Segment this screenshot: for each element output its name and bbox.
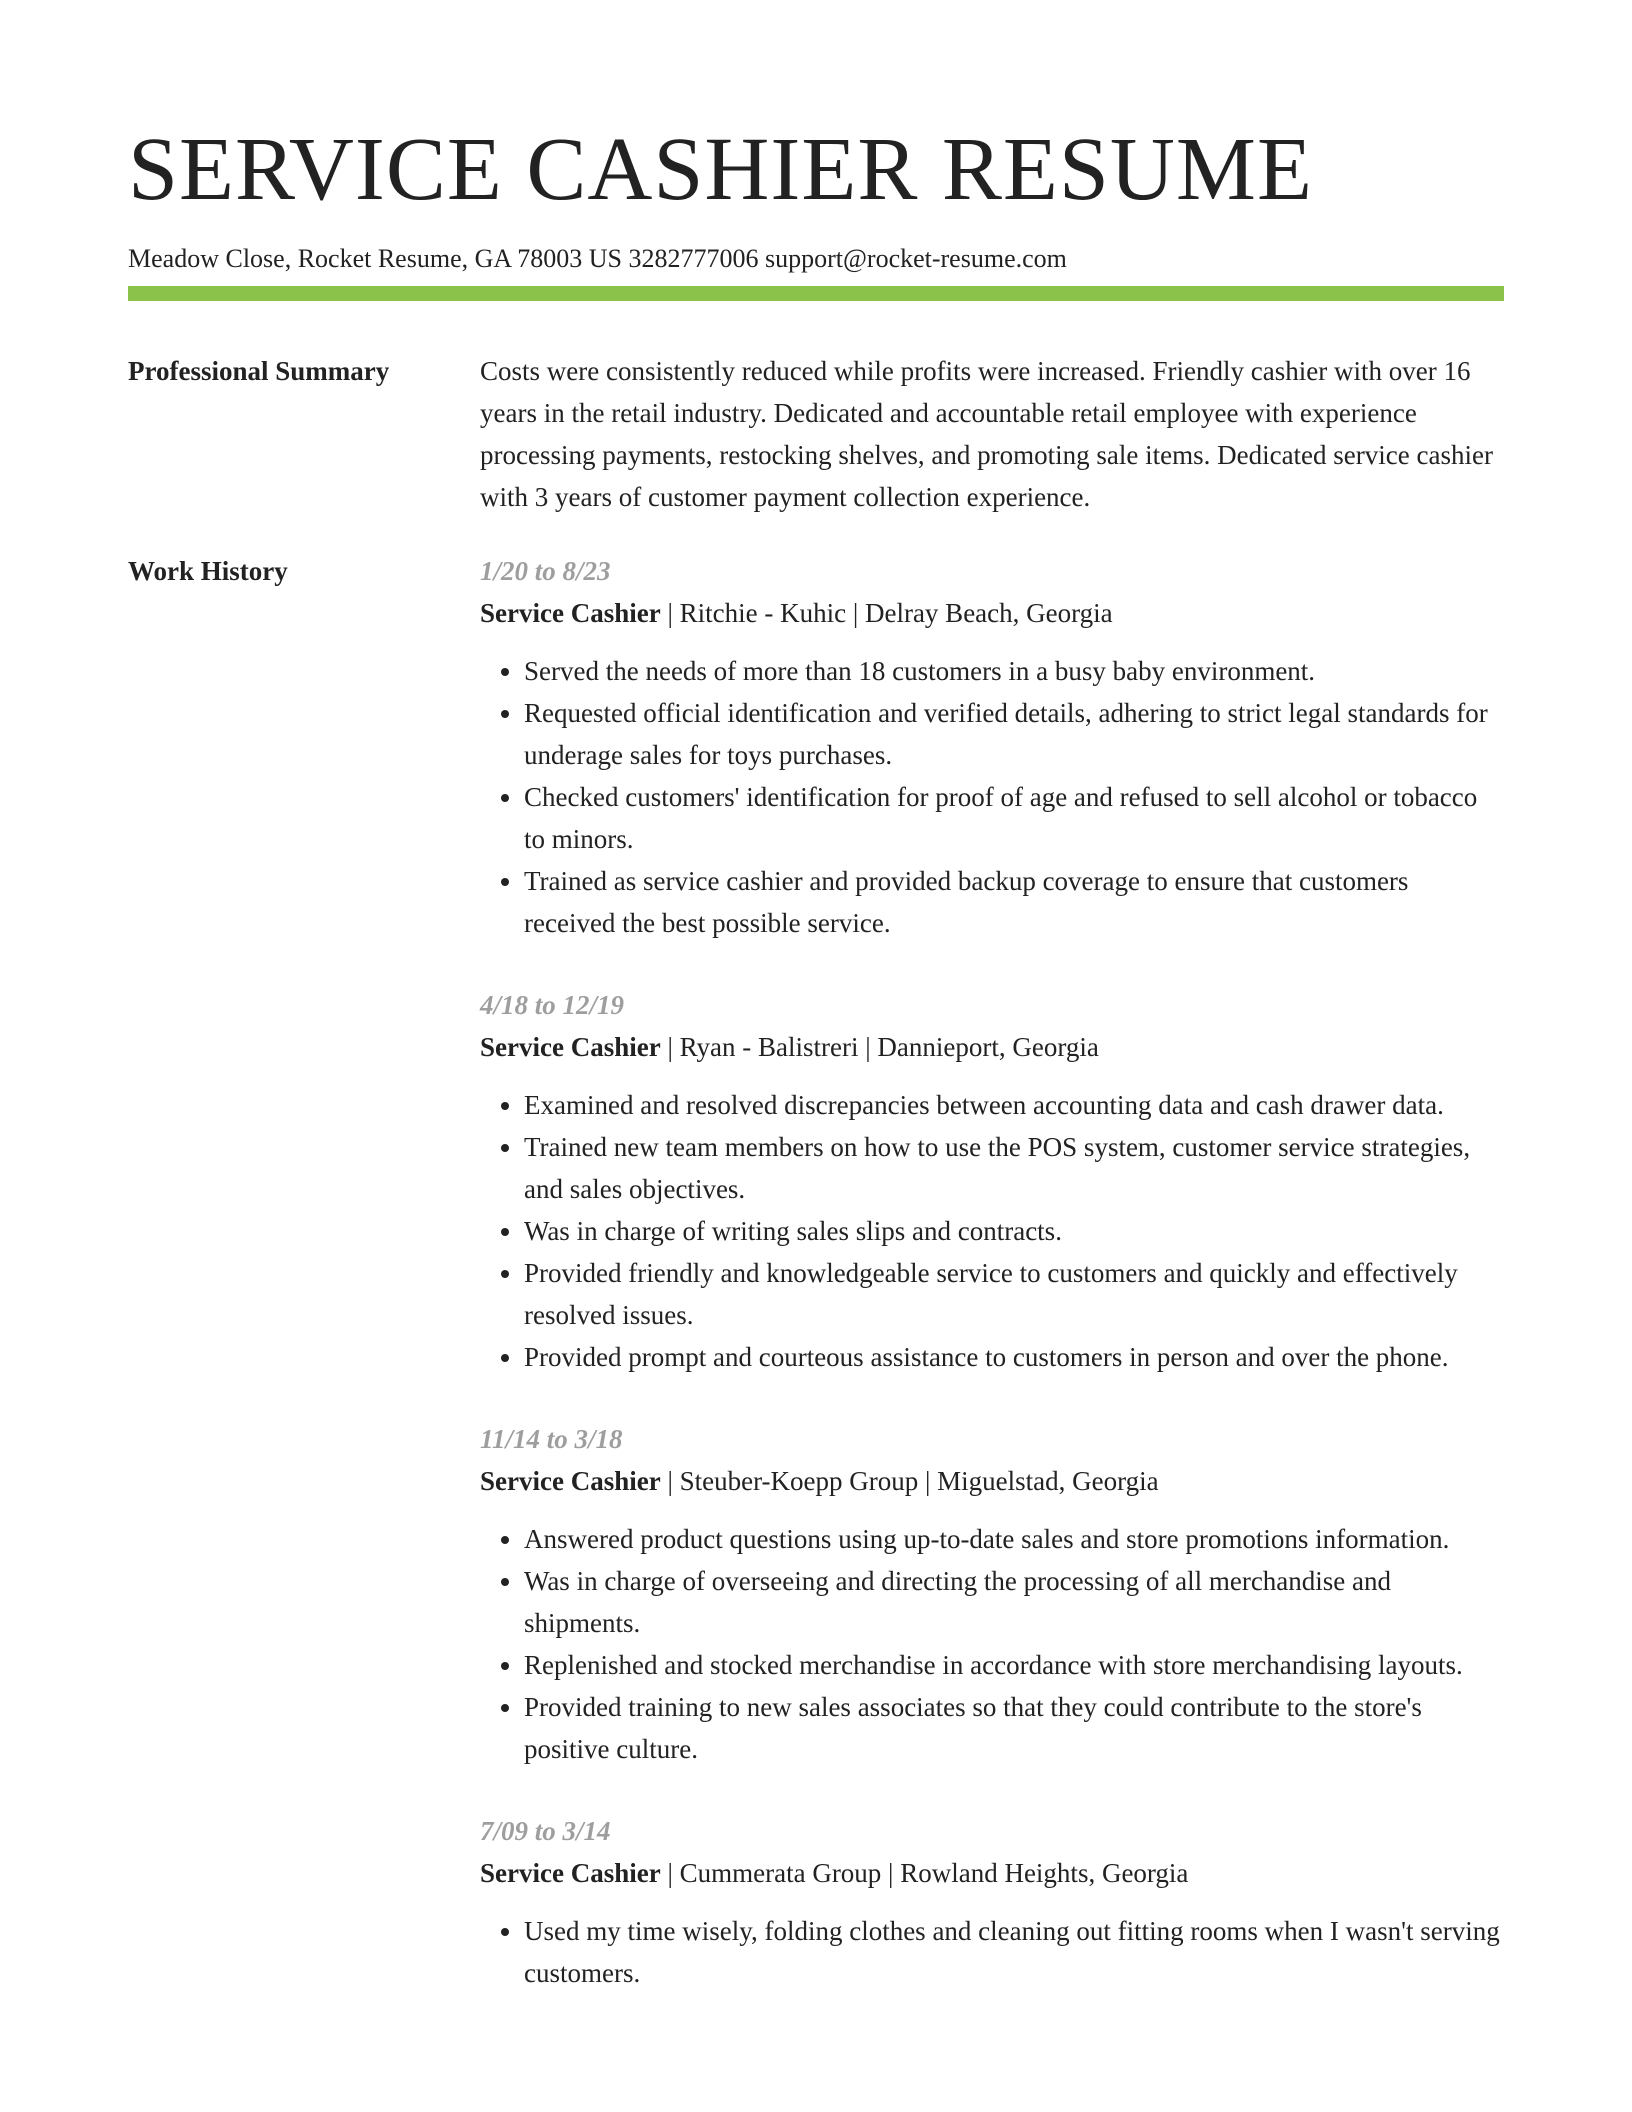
job-heading xyxy=(480,1460,1504,1502)
job-title: Service Cashier xyxy=(480,1032,661,1062)
job-employer-location: | Steuber-Koepp Group | Miguelstad, Georgia xyxy=(660,1466,1159,1496)
job-title: Service Cashier xyxy=(480,598,661,628)
job-bullet-list xyxy=(480,1910,1504,1994)
job-bullet: • Checked customers' identification for proof of age and refused to sell alcohol or tobacco to minors. xyxy=(524,776,1504,860)
contact-line: Meadow Close, Rocket Resume, GA 78003 US 3282777006 support@rocket-resume.com xyxy=(128,244,1067,273)
summary-text: Costs were consistently reduced while profits were increased. Friendly cashier with over 16 years in the retail industry. Dedicated and accountable retail employee with experience processing payments, restocking shelves, and promoting sale items. Dedicated service cashier with 3 years of customer payment collection experience. xyxy=(480,356,1493,512)
job-bullet: • Requested official identification and verified details, adhering to strict legal standards for underage sales for toys purchases. xyxy=(524,692,1504,776)
job-heading xyxy=(480,1026,1504,1068)
resume-title: SERVICE CASHIER RESUME xyxy=(128,120,1313,219)
job-heading xyxy=(480,1852,1504,1894)
job-bullet: • Trained as service cashier and provided backup coverage to ensure that customers received the best possible service. xyxy=(524,860,1504,944)
job-entry xyxy=(480,550,1504,944)
summary-heading: Professional Summary xyxy=(128,356,390,386)
job-entry xyxy=(480,1418,1504,1770)
work-history-heading: Work History xyxy=(128,556,288,586)
job-bullet-list xyxy=(480,650,1504,944)
summary-section xyxy=(128,350,1504,518)
job-title: Service Cashier xyxy=(480,1466,661,1496)
job-bullet: • Replenished and stocked merchandise in accordance with store merchandising layouts. xyxy=(524,1644,1504,1686)
job-bullet: • Used my time wisely, folding clothes and cleaning out fitting rooms when I wasn't serving customers. xyxy=(524,1910,1504,1994)
job-entry xyxy=(480,1810,1504,1994)
job-dates: 11/14 to 3/18 xyxy=(480,1424,623,1454)
job-bullet-list xyxy=(480,1518,1504,1770)
job-bullet: • Served the needs of more than 18 customers in a busy baby environment. xyxy=(524,650,1504,692)
job-entry xyxy=(480,984,1504,1378)
job-bullet: • Answered product questions using up-to-date sales and store promotions information. xyxy=(524,1518,1504,1560)
job-list xyxy=(480,550,1504,1994)
accent-divider xyxy=(128,286,1504,301)
job-bullet: • Provided friendly and knowledgeable service to customers and quickly and effectively resolved issues. xyxy=(524,1252,1504,1336)
job-employer-location: | Ryan - Balistreri | Dannieport, Georgia xyxy=(660,1032,1099,1062)
job-employer-location: | Cummerata Group | Rowland Heights, Georgia xyxy=(660,1858,1189,1888)
job-title: Service Cashier xyxy=(480,1858,661,1888)
job-bullet: • Was in charge of writing sales slips and contracts. xyxy=(524,1210,1504,1252)
job-dates: 4/18 to 12/19 xyxy=(480,990,625,1020)
resume-header xyxy=(128,118,1504,276)
job-bullet: • Provided training to new sales associates so that they could contribute to the store's positive culture. xyxy=(524,1686,1504,1770)
job-bullet: • Trained new team members on how to use the POS system, customer service strategies, and sales objectives. xyxy=(524,1126,1504,1210)
job-bullet-list xyxy=(480,1084,1504,1378)
job-bullet: • Provided prompt and courteous assistance to customers in person and over the phone. xyxy=(524,1336,1504,1378)
job-dates: 7/09 to 3/14 xyxy=(480,1816,611,1846)
job-bullet: • Was in charge of overseeing and directing the processing of all merchandise and shipments. xyxy=(524,1560,1504,1644)
work-history-section xyxy=(128,550,1504,2034)
job-bullet: • Examined and resolved discrepancies between accounting data and cash drawer data. xyxy=(524,1084,1504,1126)
job-employer-location: | Ritchie - Kuhic | Delray Beach, Georgia xyxy=(660,598,1113,628)
job-heading xyxy=(480,592,1504,634)
job-dates: 1/20 to 8/23 xyxy=(480,556,611,586)
